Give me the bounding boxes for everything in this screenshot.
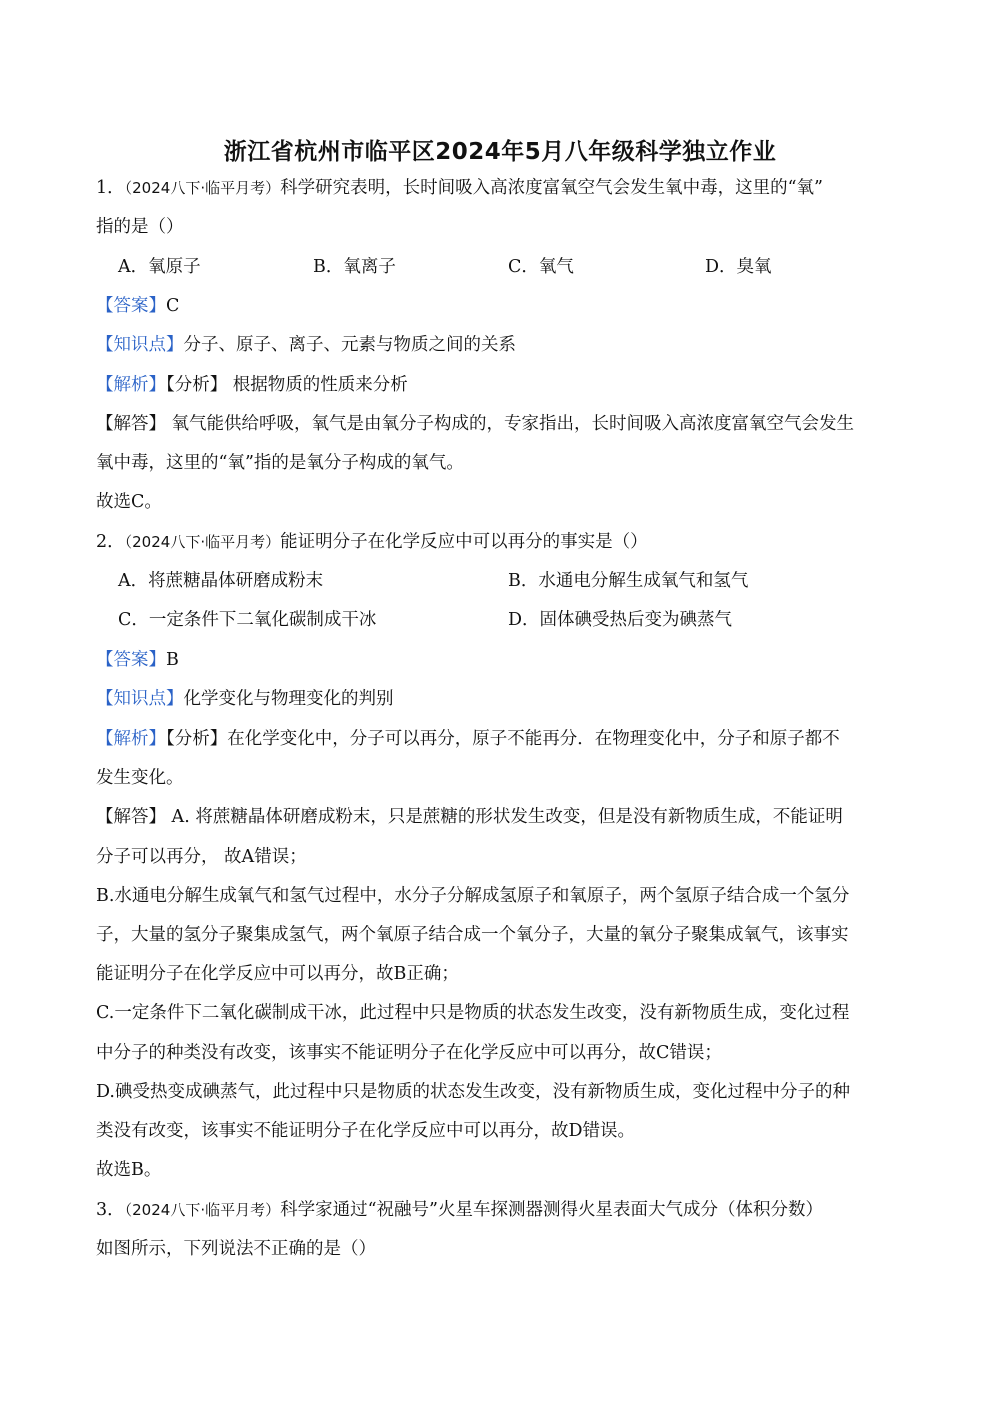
q1-answer-value: C bbox=[166, 296, 180, 316]
q2-solution-c-line-1: C.一定条件下二氧化碳制成干冰，此过程中只是物质的状态发生改变，没有新物质生成，变化过程 bbox=[96, 1003, 850, 1023]
q1-analysis bbox=[96, 373, 906, 397]
q1-knowledge bbox=[96, 333, 906, 357]
page-title: 浙江省杭州市临平区2024年5月八年级科学独立作业 bbox=[223, 139, 777, 165]
q1-stem-line-2: 指的是（） bbox=[96, 217, 184, 237]
q2-option-c: C．一定条件下二氧化碳制成干冰 bbox=[118, 610, 377, 630]
q3-stem-text: 科学家通过“祝融号”火星车探测器测得火星表面大气成分（体积分数） bbox=[280, 1200, 823, 1220]
q2-analysis-line-1 bbox=[96, 727, 906, 751]
q1-option-c: C．氧气 bbox=[508, 257, 574, 277]
q2-knowledge-text: 化学变化与物理变化的判别 bbox=[183, 689, 394, 709]
q2-solution-c-line-2: 中分子的种类没有改变，该事实不能证明分子在化学反应中可以再分，故C错误； bbox=[96, 1043, 722, 1063]
q2-source: （2024八下·临平月考） bbox=[124, 533, 281, 551]
q2-solution-d-line-2: 类没有改变，该事实不能证明分子在化学反应中可以再分，故D错误。 bbox=[96, 1121, 636, 1141]
q2-analysis-line-2: 发生变化。 bbox=[96, 768, 184, 788]
q2-conclusion: 故选B。 bbox=[96, 1160, 162, 1180]
q2-number: 2． bbox=[96, 532, 125, 552]
q1-knowledge-text: 分子、原子、离子、元素与物质之间的关系 bbox=[183, 335, 516, 355]
q1-solution-line-1: 【解答】 氧气能供给呼吸，氧气是由氧分子构成的，专家指出，长时间吸入高浓度富氧空气会发生 bbox=[96, 414, 855, 434]
q2-answer-value: B bbox=[166, 650, 179, 670]
q3-source: （2024八下·临平月考） bbox=[124, 1201, 281, 1219]
q2-solution-a-line-1: 【解答】 A. 将蔗糖晶体研磨成粉末，只是蔗糖的形状发生改变，但是没有新物质生成，不能证明 bbox=[96, 807, 843, 827]
q2-answer-tag: 【答案】 bbox=[96, 650, 166, 670]
q1-answer-tag: 【答案】 bbox=[96, 296, 166, 316]
q2-option-b: B．水通电分解生成氧气和氢气 bbox=[508, 571, 749, 591]
q3-stem-line-2: 如图所示，下列说法不正确的是（） bbox=[96, 1239, 376, 1259]
q2-knowledge bbox=[96, 687, 906, 711]
q2-stem-line bbox=[96, 530, 906, 554]
q2-solution-b-line-3: 能证明分子在化学反应中可以再分，故B正确； bbox=[96, 964, 459, 984]
q1-analysis-text: 【分析】 根据物质的性质来分析 bbox=[166, 375, 408, 395]
q1-option-b: B．氧离子 bbox=[313, 257, 396, 277]
q2-option-d: D．固体碘受热后变为碘蒸气 bbox=[508, 610, 733, 630]
q2-answer bbox=[96, 648, 906, 672]
q1-solution-line-2: 氧中毒，这里的“氧”指的是氧分子构成的氧气。 bbox=[96, 453, 464, 473]
q2-knowledge-tag: 【知识点】 bbox=[96, 689, 184, 709]
q3-stem-line-1 bbox=[96, 1198, 906, 1222]
q2-option-a: A．将蔗糖晶体研磨成粉末 bbox=[118, 571, 324, 591]
q2-stem-text: 能证明分子在化学反应中可以再分的事实是（） bbox=[280, 532, 648, 552]
q1-number: 1． bbox=[96, 178, 125, 198]
q1-option-d: D．臭氧 bbox=[705, 257, 772, 277]
q1-analysis-tag: 【解析】 bbox=[96, 375, 166, 395]
q2-analysis-text: 【分析】在化学变化中，分子可以再分，原子不能再分．在物理变化中，分子和原子都不 bbox=[166, 729, 840, 749]
q2-solution-b-line-1: B.水通电分解生成氧气和氢气过程中，水分子分解成氢原子和氧原子，两个氢原子结合成一个氢分 bbox=[96, 886, 850, 906]
q2-analysis-tag: 【解析】 bbox=[96, 729, 166, 749]
q1-stem-line-1 bbox=[96, 176, 906, 200]
q1-source: （2024八下·临平月考） bbox=[124, 179, 281, 197]
q2-solution-b-line-2: 子，大量的氢分子聚集成氢气，两个氧原子结合成一个氧分子，大量的氧分子聚集成氧气，该事实 bbox=[96, 925, 849, 945]
q3-number: 3． bbox=[96, 1200, 125, 1220]
q2-solution-d-line-1: D.碘受热变成碘蒸气，此过程中只是物质的状态发生改变，没有新物质生成，变化过程中分子的种 bbox=[96, 1082, 850, 1102]
q1-option-a: A．氧原子 bbox=[118, 257, 201, 277]
q1-conclusion: 故选C。 bbox=[96, 492, 162, 512]
q2-solution-a-line-2: 分子可以再分， 故A错误； bbox=[96, 847, 307, 867]
q1-knowledge-tag: 【知识点】 bbox=[96, 335, 184, 355]
q1-answer bbox=[96, 294, 906, 318]
q1-stem-text: 科学研究表明，长时间吸入高浓度富氧空气会发生氧中毒，这里的“氧” bbox=[280, 178, 823, 198]
